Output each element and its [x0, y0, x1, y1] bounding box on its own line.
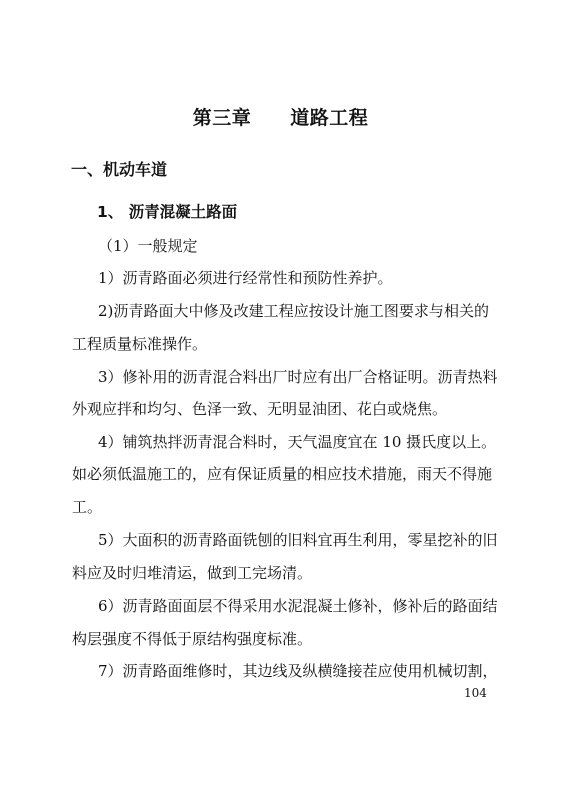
paragraph-line: 6）沥青路面面层不得采用水泥混凝土修补，修补后的路面结: [98, 597, 498, 615]
section-heading: 一、机动车道: [71, 160, 168, 179]
chapter-title: 第三章 道路工程: [192, 107, 369, 129]
paragraph-line: 工程质量标准操作。: [72, 335, 208, 353]
paragraph-line: 如必须低温施工的，应有保证质量的相应技术措施，雨天不得施: [72, 465, 493, 483]
paragraph-line: 5）大面积的沥青路面铣刨的旧料宜再生利用，零星挖补的旧: [98, 531, 498, 549]
paragraph-line: 料应及时归堆清运，做到工完场清。: [72, 564, 313, 582]
paragraph-line: 4）铺筑热拌沥青混合料时，天气温度宜在 10 摄氏度以上。: [98, 433, 497, 451]
paragraph-line: 2)沥青路面大中修及改建工程应按设计施工图要求与相关的: [98, 302, 489, 320]
page-number: 104: [464, 686, 487, 700]
subsection-heading: 1、 沥青混凝土路面: [97, 203, 238, 221]
paragraph-line: 外观应拌和均匀、色泽一致、无明显油团、花白或烧焦。: [72, 400, 448, 418]
paragraph-line: 7）沥青路面维修时，其边线及纵横缝接茬应使用机械切割，: [98, 662, 498, 680]
paragraph-line: （1）一般规定: [98, 237, 198, 255]
paragraph-line: 工。: [72, 498, 103, 516]
paragraph-line: 构层强度不得低于原结构强度标准。: [72, 630, 313, 648]
paragraph-line: 1）沥青路面必须进行经常性和预防性养护。: [98, 269, 393, 287]
paragraph-line: 3）修补用的沥青混合料出厂时应有出厂合格证明。沥青热料: [98, 368, 498, 386]
